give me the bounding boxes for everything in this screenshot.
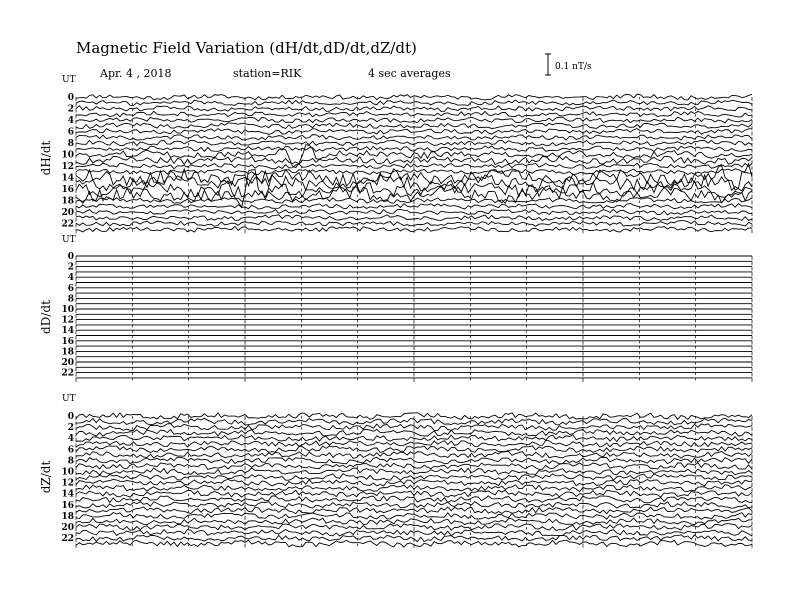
hour-label: 8: [67, 456, 74, 467]
hour-label: 22: [61, 368, 74, 379]
station-label: station=RIK: [233, 67, 302, 80]
ut-axis-label: UT: [62, 75, 76, 85]
panels: [39, 75, 752, 548]
panel-ylabel: dH/dt: [39, 140, 53, 176]
hour-label: 20: [61, 208, 74, 218]
hour-label: 18: [61, 347, 74, 358]
ut-axis-label: UT: [62, 394, 76, 404]
hour-label: 0: [67, 252, 74, 262]
hour-label: 10: [61, 305, 74, 315]
hour-label: 22: [61, 219, 74, 230]
hour-label: 6: [67, 445, 74, 456]
hour-label: 10: [61, 467, 74, 478]
hour-label: 16: [61, 185, 74, 195]
panel-ylabel: dD/dt: [39, 300, 53, 334]
hour-label: 22: [61, 534, 74, 545]
hour-label: 18: [61, 196, 74, 207]
hour-label: 18: [61, 511, 74, 522]
hour-label: 2: [67, 423, 74, 434]
date-label: Apr. 4 , 2018: [100, 67, 172, 80]
hour-label: 14: [61, 326, 74, 337]
panel-dD-dt: [39, 235, 752, 382]
hour-label: 12: [61, 315, 74, 326]
panel-dZ-dt: [39, 394, 752, 548]
hour-label: 12: [61, 162, 74, 172]
hour-label: 20: [61, 358, 74, 368]
scale-bar-label: 0.1 nT/s: [555, 62, 592, 72]
hour-label: 20: [61, 523, 74, 533]
averaging-label: 4 sec averages: [368, 67, 451, 80]
panel-dH-dt: [39, 75, 752, 233]
hour-label: 14: [61, 489, 74, 500]
hour-label: 4: [67, 434, 74, 445]
hour-label: 2: [67, 262, 74, 273]
hour-label: 6: [67, 283, 74, 294]
hour-label: 16: [61, 336, 74, 347]
hour-label: 10: [61, 150, 74, 161]
hour-label: 0: [67, 412, 74, 422]
hour-label: 14: [61, 173, 74, 184]
scale-bar: [545, 54, 592, 75]
hour-label: 12: [61, 478, 74, 489]
hour-label: 8: [67, 139, 74, 149]
hour-label: 2: [67, 104, 74, 115]
hour-label: 8: [67, 294, 74, 305]
ut-axis-label: UT: [62, 235, 76, 245]
panel-ylabel: dZ/dt: [39, 460, 53, 494]
hour-label: 0: [67, 93, 74, 103]
hour-label: 6: [67, 127, 74, 138]
hour-label: 4: [67, 116, 74, 126]
hour-label: 4: [67, 273, 74, 284]
chart-title: Magnetic Field Variation (dH/dt,dD/dt,dZ/dt): [76, 39, 417, 57]
hour-label: 16: [61, 500, 74, 511]
